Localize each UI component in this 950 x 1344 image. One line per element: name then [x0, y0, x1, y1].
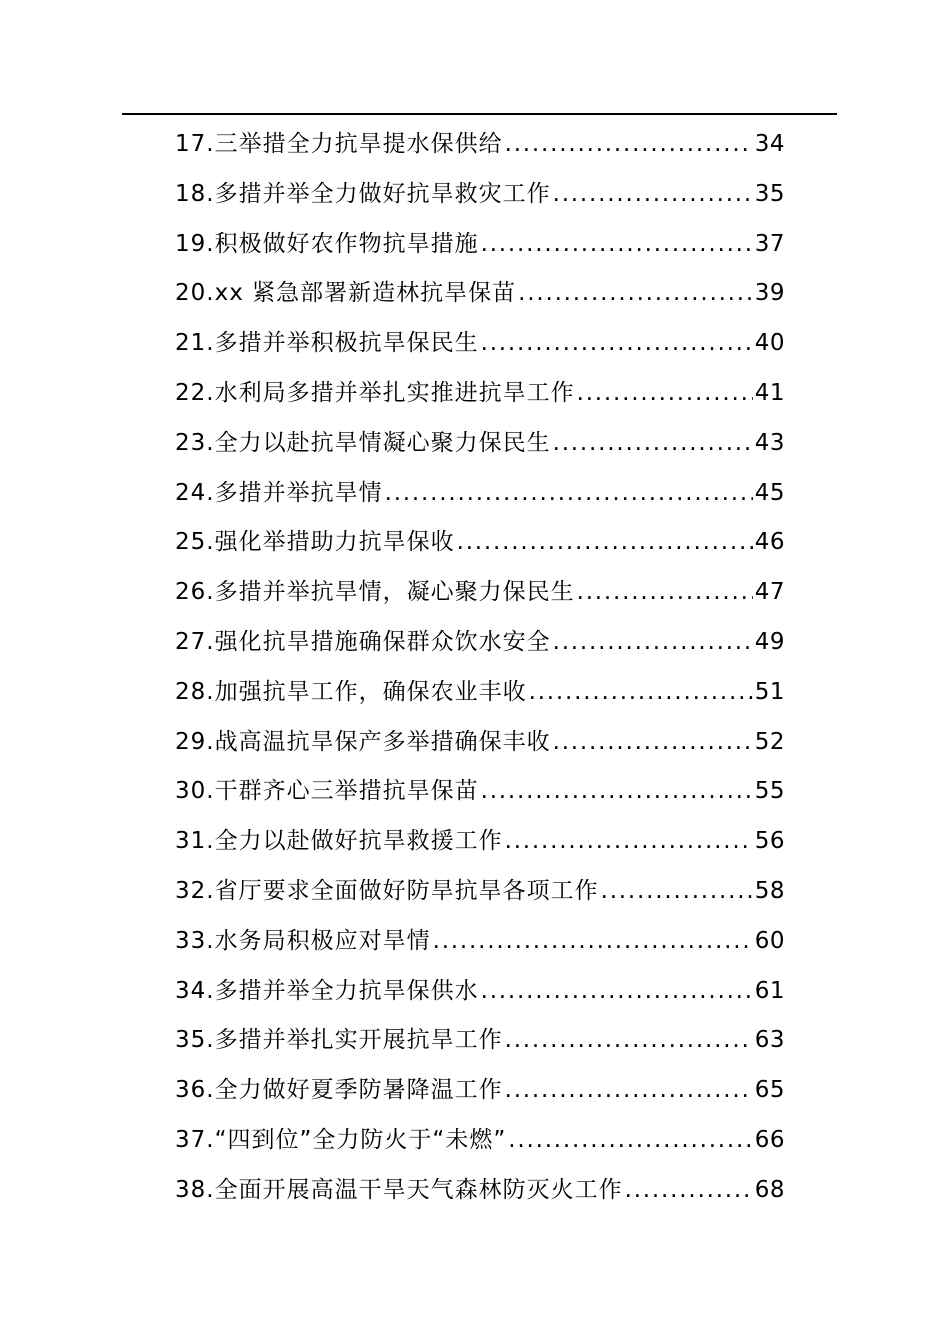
toc-entry-page: 47 — [754, 579, 785, 606]
toc-entry-page: 68 — [754, 1176, 785, 1203]
toc-entry-page: 34 — [754, 131, 785, 157]
toc-dot-leader — [553, 618, 753, 668]
toc-entry[interactable] — [175, 120, 785, 170]
toc-entry-title: 31.全力以赴做好抗旱救援工作 — [175, 828, 503, 855]
toc-dot-leader — [601, 867, 753, 917]
toc-entry[interactable] — [175, 967, 785, 1017]
toc-entry[interactable] — [175, 469, 785, 519]
toc-entry-page: 40 — [754, 330, 785, 357]
toc-dot-leader — [518, 269, 753, 319]
toc-entry-title: 18.多措并举全力做好抗旱救灾工作 — [175, 180, 551, 207]
toc-dot-leader — [505, 1066, 753, 1116]
toc-entry-page: 41 — [754, 379, 785, 406]
toc-entry[interactable] — [175, 1166, 785, 1216]
toc-entry-title: 32.省厅要求全面做好防旱抗旱各项工作 — [175, 877, 599, 904]
toc-entry-title: 25.强化举措助力抗旱保收 — [175, 529, 455, 556]
toc-entry-title: 28.加强抗旱工作，确保农业丰收 — [175, 678, 527, 705]
toc-entry-page: 63 — [754, 1027, 785, 1054]
toc-entry[interactable] — [175, 1066, 785, 1116]
toc-entry[interactable] — [175, 369, 785, 419]
toc-entry-page: 43 — [754, 429, 785, 456]
toc-entry-page: 52 — [754, 728, 785, 755]
toc-entry-title: 29.战高温抗旱保产多举措确保丰收 — [175, 728, 551, 755]
toc-entry-page: 61 — [754, 977, 785, 1004]
toc-dot-leader — [481, 319, 753, 369]
toc-entry[interactable] — [175, 817, 785, 867]
toc-entry-page: 65 — [754, 1077, 785, 1104]
toc-entry-title: 21.多措并举积极抗旱保民生 — [175, 330, 479, 357]
toc-entry-page: 37 — [754, 230, 785, 257]
toc-entry-title: 34.多措并举全力抗旱保供水 — [175, 977, 479, 1004]
toc-entry[interactable] — [175, 568, 785, 618]
toc-entry[interactable] — [175, 419, 785, 469]
toc-entry-page: 56 — [754, 828, 785, 855]
toc-entry-title: 22.水利局多措并举扎实推进抗旱工作 — [175, 379, 575, 406]
toc-entry[interactable] — [175, 1016, 785, 1066]
toc-entry-title: 24.多措并举抗旱情 — [175, 479, 383, 506]
toc-dot-leader — [433, 917, 753, 967]
toc-entry[interactable] — [175, 867, 785, 917]
toc-entry-page: 55 — [754, 778, 785, 805]
toc-entry-title: 19.积极做好农作物抗旱措施 — [175, 230, 479, 257]
toc-entry[interactable] — [175, 767, 785, 817]
toc-entry[interactable] — [175, 668, 785, 718]
toc-entry[interactable] — [175, 220, 785, 270]
toc-entry-title: 37.“四到位”全力防火于“未燃” — [175, 1126, 507, 1153]
toc-dot-leader — [457, 518, 753, 568]
toc-entry[interactable] — [175, 170, 785, 220]
toc-entry-title: 35.多措并举扎实开展抗旱工作 — [175, 1027, 503, 1054]
toc-entry[interactable] — [175, 718, 785, 768]
toc-entry-title: 23.全力以赴抗旱情凝心聚力保民生 — [175, 429, 551, 456]
toc-dot-leader — [553, 170, 753, 220]
toc-entry[interactable] — [175, 269, 785, 319]
toc-entry[interactable] — [175, 319, 785, 369]
toc-entry-title: 20.xx 紧急部署新造林抗旱保苗 — [175, 280, 517, 307]
toc-entry-title: 26.多措并举抗旱情，凝心聚力保民生 — [175, 579, 575, 606]
toc-dot-leader — [553, 419, 753, 469]
toc-entry[interactable] — [175, 917, 785, 967]
toc-entry-title: 27.强化抗旱措施确保群众饮水安全 — [175, 628, 551, 655]
toc-dot-leader — [505, 120, 753, 170]
toc-entry-page: 45 — [754, 479, 785, 506]
toc-entry-page: 35 — [754, 180, 785, 207]
toc-dot-leader — [625, 1166, 753, 1216]
toc-entry-page: 58 — [754, 877, 785, 904]
toc-dot-leader — [553, 718, 753, 768]
toc-dot-leader — [577, 568, 753, 618]
header-rule — [122, 113, 837, 115]
toc-entry-title: 33.水务局积极应对旱情 — [175, 927, 431, 954]
toc-dot-leader — [505, 1016, 753, 1066]
toc-dot-leader — [385, 469, 753, 519]
toc-entry-title: 36.全力做好夏季防暑降温工作 — [175, 1077, 503, 1104]
toc-entry[interactable] — [175, 518, 785, 568]
toc-dot-leader — [481, 220, 753, 270]
toc-entry[interactable] — [175, 618, 785, 668]
toc-entry-page: 66 — [754, 1126, 785, 1153]
toc-entry-page: 60 — [754, 927, 785, 954]
toc-entry-title: 17.三举措全力抗旱提水保供给 — [175, 131, 503, 157]
toc-entry[interactable] — [175, 1116, 785, 1166]
toc-entry-page: 39 — [754, 280, 785, 307]
toc-dot-leader — [577, 369, 753, 419]
toc-dot-leader — [505, 817, 753, 867]
toc-entry-title: 38.全面开展高温干旱天气森林防灭火工作 — [175, 1176, 623, 1203]
toc-dot-leader — [529, 668, 753, 718]
toc-entry-page: 49 — [754, 628, 785, 655]
toc-dot-leader — [481, 767, 753, 817]
toc-entry-page: 51 — [754, 678, 785, 705]
toc-entry-page: 46 — [754, 529, 785, 556]
toc-dot-leader — [508, 1116, 752, 1166]
toc-dot-leader — [481, 967, 753, 1017]
toc-entry-title: 30.干群齐心三举措抗旱保苗 — [175, 778, 479, 805]
table-of-contents — [175, 120, 785, 1216]
